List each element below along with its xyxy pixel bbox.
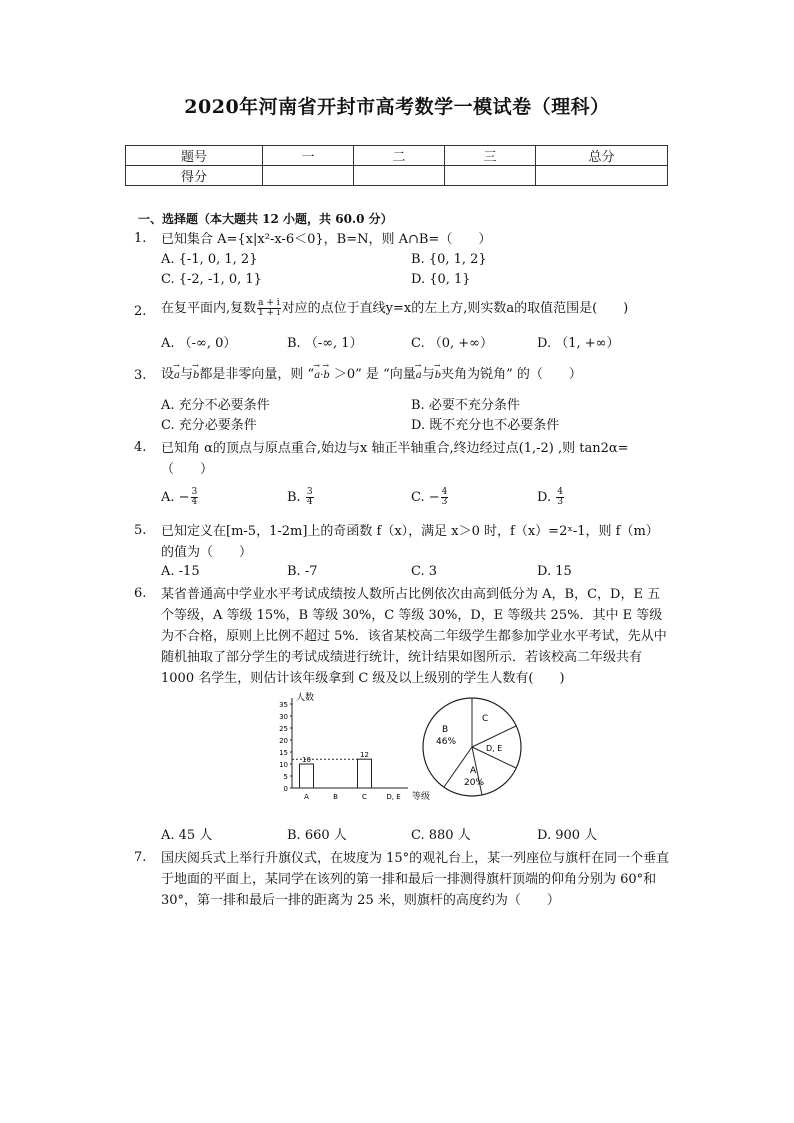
option-c[interactable]: C. {-2, -1, 0, 1} bbox=[161, 272, 262, 287]
score-table-score-row bbox=[126, 166, 668, 186]
question-number: 3. bbox=[134, 368, 147, 383]
option-d[interactable]: D. （1, +∞） bbox=[537, 336, 620, 351]
stem-text: 对应的点位于直线y=x的左上方,则实数a的取值范围是( ) bbox=[281, 301, 629, 316]
page-title: 2020年河南省开封市高考数学一模试卷（理科） bbox=[184, 96, 610, 118]
stem-text: 与 bbox=[421, 367, 435, 382]
score-table-header-row bbox=[126, 146, 668, 166]
pie-annotation-b: 46% bbox=[436, 737, 457, 747]
stem-text: 与 bbox=[179, 367, 193, 382]
question-stem: 某省普通高中学业水平考试成绩按人数所占比例依次由高到低分为 A，B，C，D，E 五个等级，A 等级 15%，B 等级 30%，C 等级 30%，D，E 等级共 25%．其中 E 等级为不合格，原则上比例不超过 5%．该省某校高二年级学生都参加学业水平考试，先从中随机抽取了部分学生的考试成绩进行统计，统计结果如图所示．若该校高二年级共有 1000 名学生，则估计该年级拿到 C 级及以上级别的学生人数有( ) bbox=[161, 587, 667, 686]
option-a[interactable]: A. 充分不必要条件 bbox=[161, 398, 270, 413]
stem-text: 在复平面内,复数 bbox=[161, 301, 257, 316]
question-number: 6. bbox=[134, 586, 147, 601]
section-heading: 一、选择题（本大题共 12 小题，共 60.0 分） bbox=[138, 212, 393, 226]
option-a[interactable]: A. {-1, 0, 1, 2} bbox=[161, 252, 258, 267]
score-blank-cell[interactable] bbox=[354, 166, 445, 186]
score-header-cell: 总分 bbox=[536, 146, 668, 166]
option-fraction bbox=[306, 488, 314, 507]
score-header-cell: 一 bbox=[263, 146, 354, 166]
pie-label-a: A bbox=[470, 766, 477, 776]
fraction-numerator: 4 bbox=[557, 487, 563, 497]
y-ticks bbox=[279, 701, 292, 793]
option-b[interactable]: B. 必要不充分条件 bbox=[411, 398, 520, 413]
pie-chart bbox=[420, 688, 530, 806]
bar-marks bbox=[292, 751, 372, 788]
y-tick-label: 20 bbox=[279, 737, 288, 745]
question-stem: 已知定义在[m-5，1-2m]上的奇函数 f（x），满足 x＞0 时，f（x）=2ˣ-1，则 f（m）的值为（ ） bbox=[161, 524, 659, 560]
fraction-numerator: 3 bbox=[306, 487, 313, 497]
y-tick-label: 25 bbox=[279, 725, 288, 733]
score-row-label: 得分 bbox=[126, 166, 263, 186]
bar bbox=[358, 759, 372, 788]
option-prefix: A. − bbox=[161, 490, 190, 505]
bar bbox=[300, 764, 314, 788]
fraction-denominator: 4 bbox=[191, 497, 198, 507]
y-tick-label: 35 bbox=[279, 701, 288, 709]
vector-a: → a bbox=[314, 365, 320, 386]
pie-label-c: C bbox=[482, 714, 489, 724]
option-prefix: D. bbox=[537, 490, 556, 505]
question-number: 2. bbox=[134, 304, 147, 319]
question-stem: 已知角 α的顶点与原点重合,始边与x 轴正半轴重合,终边经过点(1,-2) ,则 tan2α=（ ） bbox=[161, 441, 629, 477]
fraction-denominator: 1 + i bbox=[257, 308, 280, 318]
fraction-numerator: a + i bbox=[258, 298, 280, 308]
x-tick-label: C bbox=[362, 793, 367, 801]
option-prefix: C. − bbox=[411, 490, 440, 505]
option-b[interactable] bbox=[287, 488, 315, 508]
y-tick-label: 5 bbox=[283, 773, 288, 781]
stem-text: 都是非零向量，则 “ bbox=[199, 367, 315, 382]
question-stem bbox=[161, 298, 671, 319]
question-number: 1. bbox=[134, 231, 147, 246]
option-prefix: B. bbox=[287, 490, 305, 505]
fraction-denominator: 3 bbox=[557, 497, 563, 507]
y-tick-label: 10 bbox=[279, 761, 288, 769]
dot-operator: · bbox=[320, 370, 324, 381]
option-d[interactable]: D. 既不充分也不必要条件 bbox=[411, 418, 560, 433]
pie-label-b: B bbox=[442, 725, 449, 735]
complex-fraction bbox=[257, 299, 281, 318]
vector-b: → b bbox=[193, 365, 199, 386]
fraction-denominator: 4 bbox=[306, 497, 313, 507]
option-a[interactable]: A. （-∞, 0） bbox=[161, 336, 237, 351]
x-tick-label: D, E bbox=[386, 793, 401, 801]
option-d[interactable]: D. 15 bbox=[537, 564, 572, 579]
question-stem: 已知集合 A={x|x²-x-6＜0}，B=N，则 A∩B=（ ） bbox=[161, 232, 492, 247]
score-header-cell: 题号 bbox=[126, 146, 263, 166]
option-fraction bbox=[441, 488, 449, 507]
fraction-numerator: 3 bbox=[191, 487, 198, 497]
option-b[interactable]: B. -7 bbox=[287, 564, 318, 579]
question-stem: 国庆阅兵式上举行升旗仪式，在坡度为 15°的观礼台上，某一列座位与旗杆在同一个垂直于地面的平面上，某同学在该列的第一排和最后一排测得旗杆顶端的仰角分别为 60°和 30°，第一排和最后一排的距离为 25 米，则旗杆的高度约为（ ） bbox=[161, 851, 670, 908]
option-d[interactable] bbox=[537, 488, 565, 508]
y-tick-label: 15 bbox=[279, 749, 288, 757]
vector-b: → b bbox=[435, 365, 441, 386]
option-a[interactable]: A. 45 人 bbox=[161, 828, 213, 843]
vector-a: → a bbox=[416, 365, 422, 386]
vector-a: → a bbox=[174, 365, 180, 386]
pie-annotation-a: 20% bbox=[464, 778, 485, 788]
score-header-cell: 二 bbox=[354, 146, 445, 166]
option-b[interactable]: B. 660 人 bbox=[287, 828, 347, 843]
option-c[interactable]: C. 880 人 bbox=[411, 828, 471, 843]
option-a[interactable]: A. -15 bbox=[161, 564, 200, 579]
vector-b: → b bbox=[323, 365, 329, 386]
bar-chart bbox=[260, 688, 440, 802]
y-tick-label: 30 bbox=[279, 713, 288, 721]
bar-data-label: 12 bbox=[360, 751, 369, 760]
fraction-numerator: 4 bbox=[441, 487, 448, 497]
option-b[interactable]: B. （-∞, 1） bbox=[287, 336, 363, 351]
pie-label-de: D, E bbox=[486, 744, 503, 753]
option-a[interactable] bbox=[161, 488, 199, 508]
x-tick-label: A bbox=[304, 793, 309, 801]
option-b[interactable]: B. {0, 1, 2} bbox=[411, 252, 487, 267]
y-axis-label: 人数 bbox=[296, 693, 315, 703]
score-blank-cell[interactable] bbox=[536, 166, 668, 186]
option-c[interactable]: C. 3 bbox=[411, 564, 438, 579]
question-number: 7. bbox=[134, 850, 147, 865]
question-number: 5. bbox=[134, 523, 147, 538]
bar-data-label: 10 bbox=[302, 756, 311, 764]
stem-text: ＞0” 是 “向量 bbox=[329, 367, 416, 382]
score-header-cell: 三 bbox=[445, 146, 536, 166]
y-tick-label: 0 bbox=[283, 785, 288, 793]
option-d[interactable]: D. {0, 1} bbox=[411, 272, 471, 287]
stem-text: 设 bbox=[161, 367, 175, 382]
stem-text: 夹角为锐角” 的（ ） bbox=[441, 367, 582, 382]
option-d[interactable]: D. 900 人 bbox=[537, 828, 598, 843]
x-tick-label: B bbox=[333, 793, 338, 801]
question-number: 4. bbox=[134, 440, 147, 455]
score-blank-cell[interactable] bbox=[263, 166, 354, 186]
option-c[interactable]: C. 充分必要条件 bbox=[161, 418, 257, 433]
x-ticks bbox=[304, 793, 401, 801]
question-stem bbox=[161, 364, 671, 386]
score-table bbox=[125, 145, 668, 186]
fraction-denominator: 3 bbox=[441, 497, 448, 507]
option-fraction bbox=[191, 488, 199, 507]
option-c[interactable]: C. （0, +∞） bbox=[411, 336, 494, 351]
option-fraction bbox=[556, 488, 564, 507]
score-blank-cell[interactable] bbox=[445, 166, 536, 186]
x-axis-label: 等级 bbox=[412, 792, 431, 802]
option-c[interactable] bbox=[411, 488, 449, 508]
